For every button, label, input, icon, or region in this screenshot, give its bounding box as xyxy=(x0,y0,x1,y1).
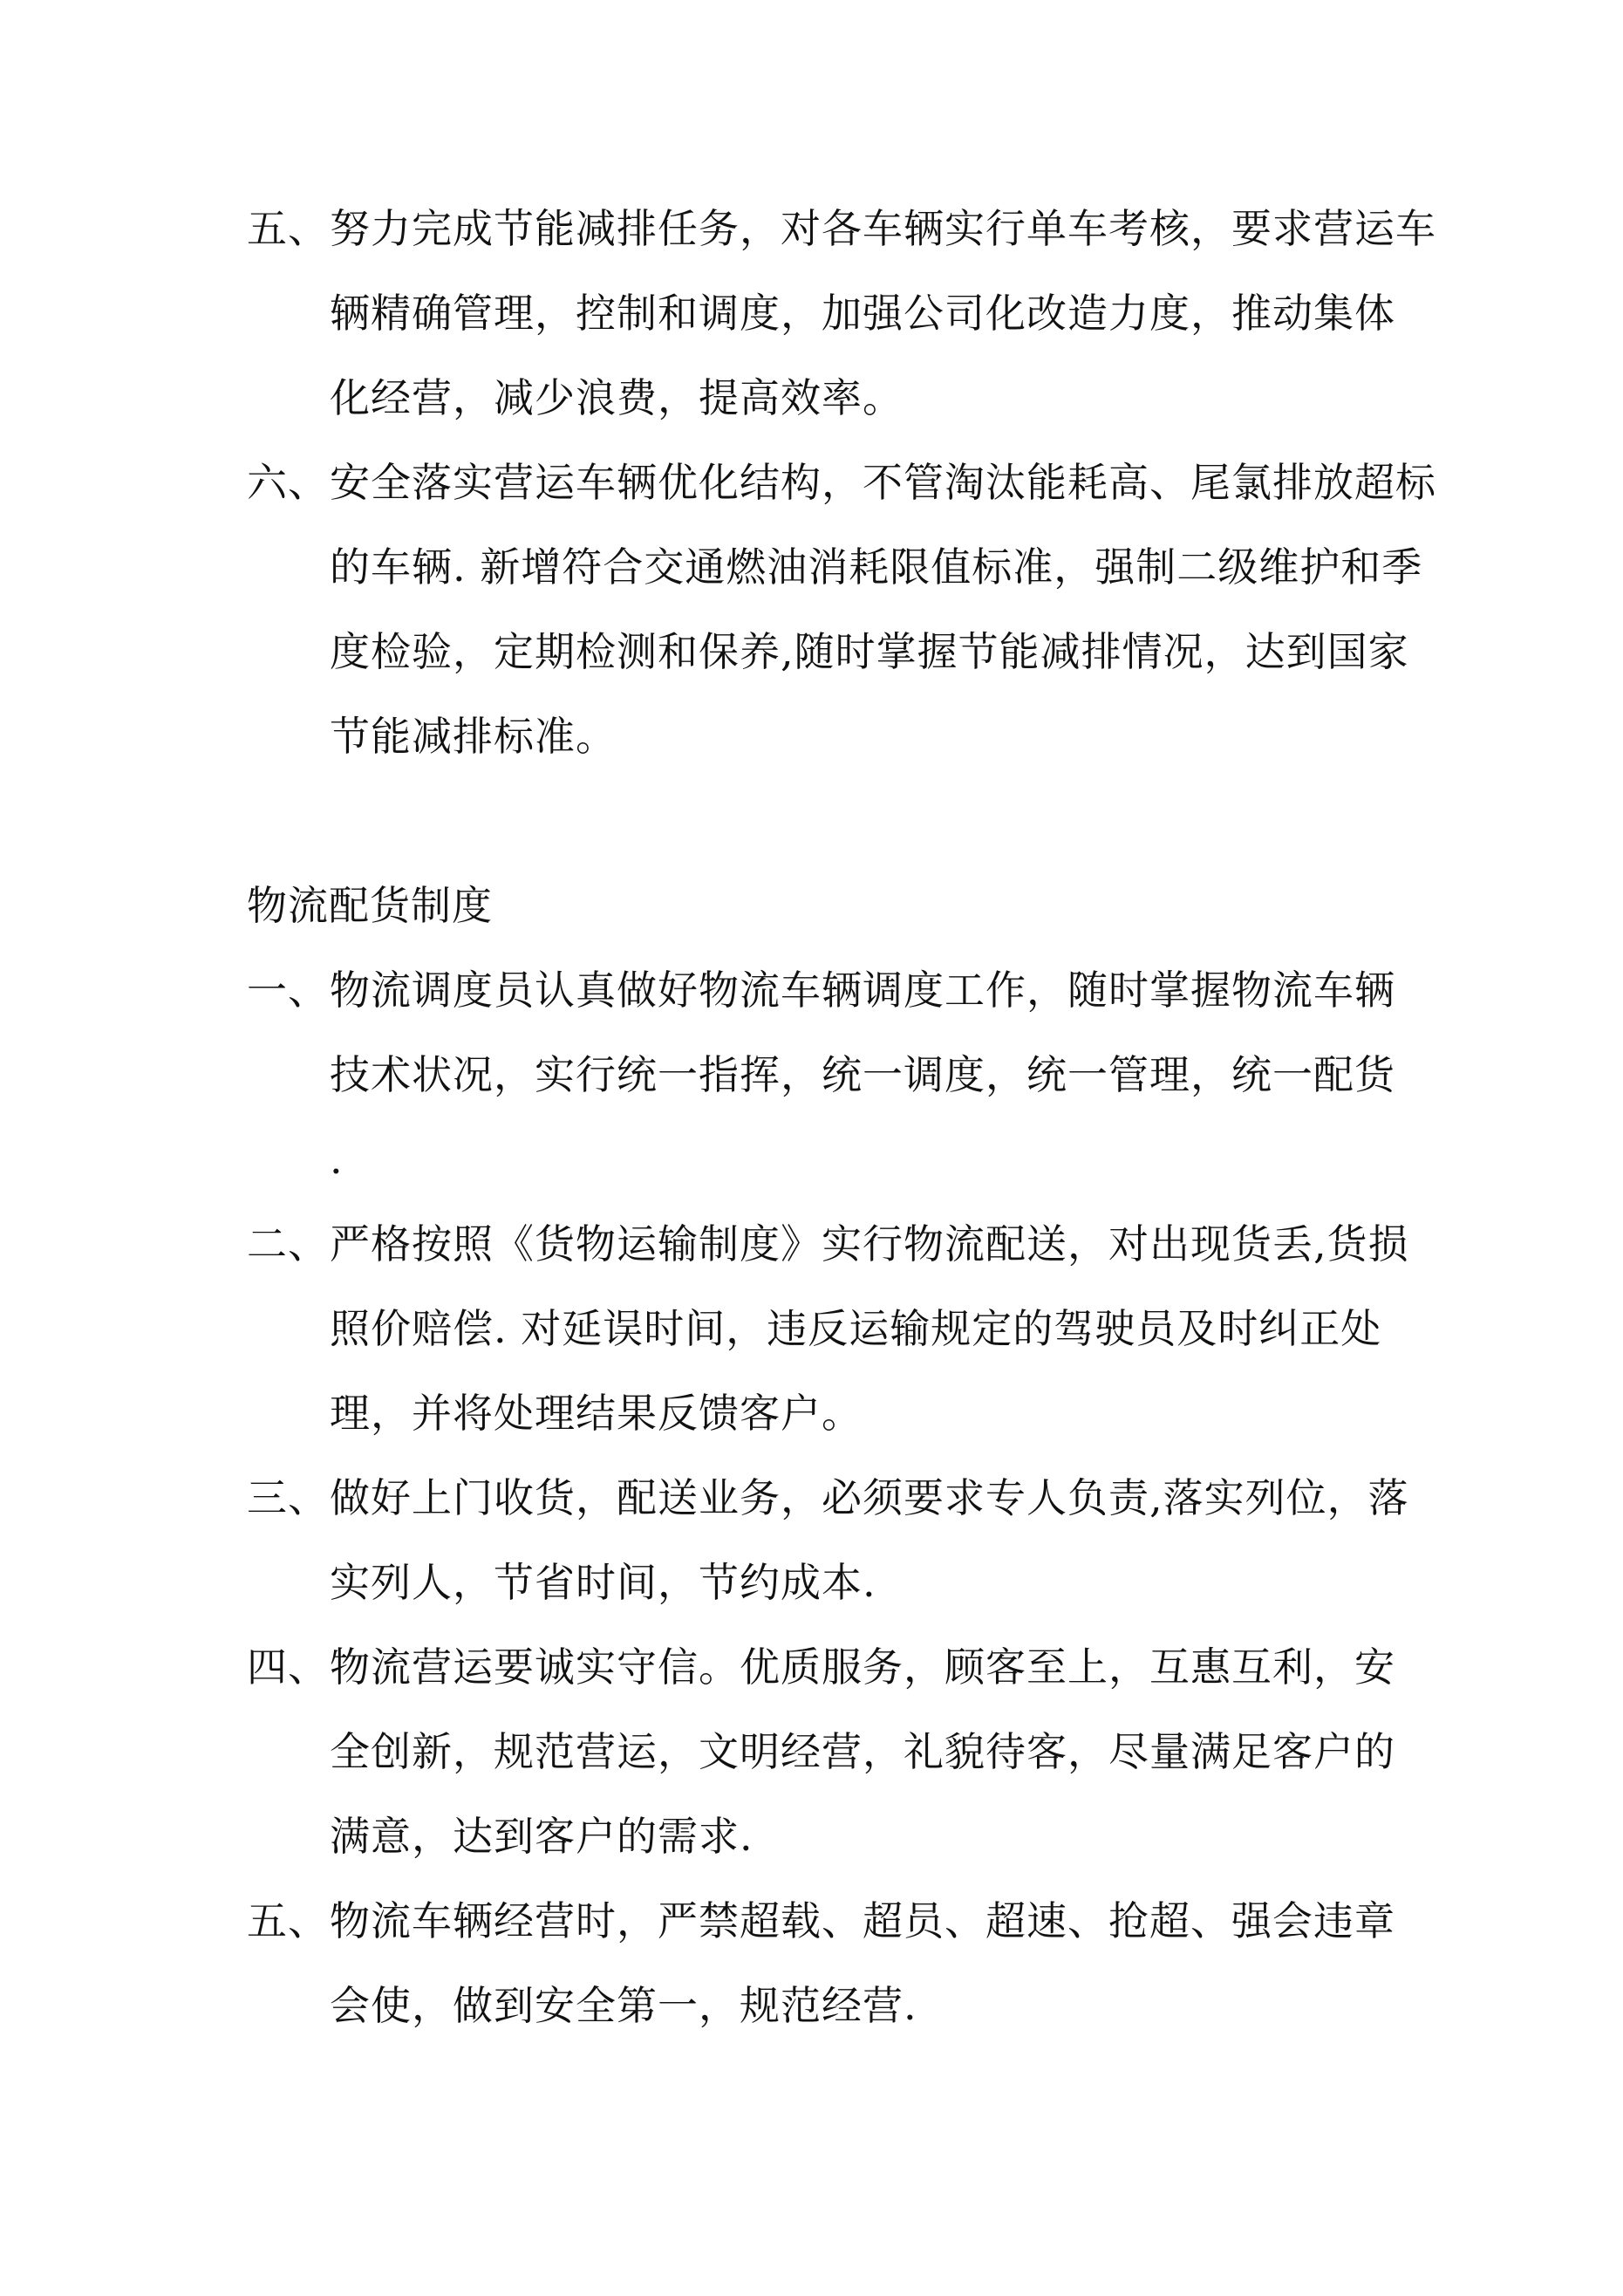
s1-item5-line2: 辆精确管理，控制和调度，加强公司化改造力度，推动集体 xyxy=(330,290,1395,337)
s2-item2-line1 xyxy=(247,1218,1409,1270)
s2-item3-text1: 做好上门收货，配送业务，必须要求专人负责,落实列位，落 xyxy=(330,1474,1409,1521)
s2-item5-line2: 会使，做到安全第一，规范经营. xyxy=(330,1982,917,2029)
s1-item6-line2: 的车辆. 新增符合交通燃油消耗限值标准，强制二级维护和季 xyxy=(330,543,1423,591)
s2-item5-text1: 物流车辆经营时，严禁超载、超员、超速、抢超、强会违章 xyxy=(330,1897,1395,1944)
s2-item2-line3: 理，并将处理结果反馈客户。 xyxy=(330,1390,863,1437)
s2-item5-line1 xyxy=(247,1895,1395,1947)
s2-item4-line2: 全创新，规范营运，文明经营，礼貌待客，尽量满足客户的 xyxy=(330,1728,1395,1775)
s2-item1-line2: 技术状况，实行统一指挥，统一调度，统一管理，统一配货 xyxy=(330,1051,1395,1098)
s2-item1-line3: . xyxy=(330,1136,344,1183)
s2-item2-text1: 严格按照《货物运输制度》实行物流配送，对出现货丢,货损 xyxy=(330,1220,1409,1268)
section-heading: 物流配货制度 xyxy=(247,882,493,929)
s1-item6-line4: 节能减排标准。 xyxy=(330,713,617,760)
s2-item2-marker: 二、 xyxy=(247,1220,329,1268)
s1-item6-marker: 六、 xyxy=(247,459,329,506)
s2-item2-line2: 照价赔偿. 对延误时间，违反运输规定的驾驶员及时纠正处 xyxy=(330,1305,1382,1352)
s1-item5-marker: 五、 xyxy=(247,205,329,252)
s2-item3-line2: 实列人，节省时间，节约成本. xyxy=(330,1559,876,1606)
s2-item3-line1 xyxy=(247,1472,1409,1524)
s1-item6-line1 xyxy=(247,456,1436,509)
s1-item5-line3: 化经营，减少浪费，提高效率。 xyxy=(330,374,904,421)
s1-item5-text1: 努力完成节能减排任务，对各车辆实行单车考核，要求营运车 xyxy=(330,205,1436,252)
s2-item1-marker: 一、 xyxy=(247,967,329,1014)
s1-item5-line1 xyxy=(247,202,1436,255)
s2-item4-line1 xyxy=(247,1641,1395,1693)
s2-item4-text1: 物流营运要诚实守信。优质服务，顾客至上，互惠互利，安 xyxy=(330,1643,1395,1691)
s2-item5-marker: 五、 xyxy=(247,1897,329,1944)
s2-item4-marker: 四、 xyxy=(247,1643,329,1691)
s2-item4-line3: 满意，达到客户的需求. xyxy=(330,1813,754,1860)
s1-item6-text1: 安全落实营运车辆优化结构，不管淘汰能耗高、尾氯排放超标 xyxy=(330,459,1436,506)
s1-item6-line3: 度检验，定期检测和保养,随时掌握节能减排情况，达到国家 xyxy=(330,628,1409,675)
s2-item3-marker: 三、 xyxy=(247,1474,329,1521)
s2-item1-text1: 物流调度员认真做好物流车辆调度工作，随时掌握物流车辆 xyxy=(330,967,1395,1014)
s2-item1-line1 xyxy=(247,964,1395,1016)
